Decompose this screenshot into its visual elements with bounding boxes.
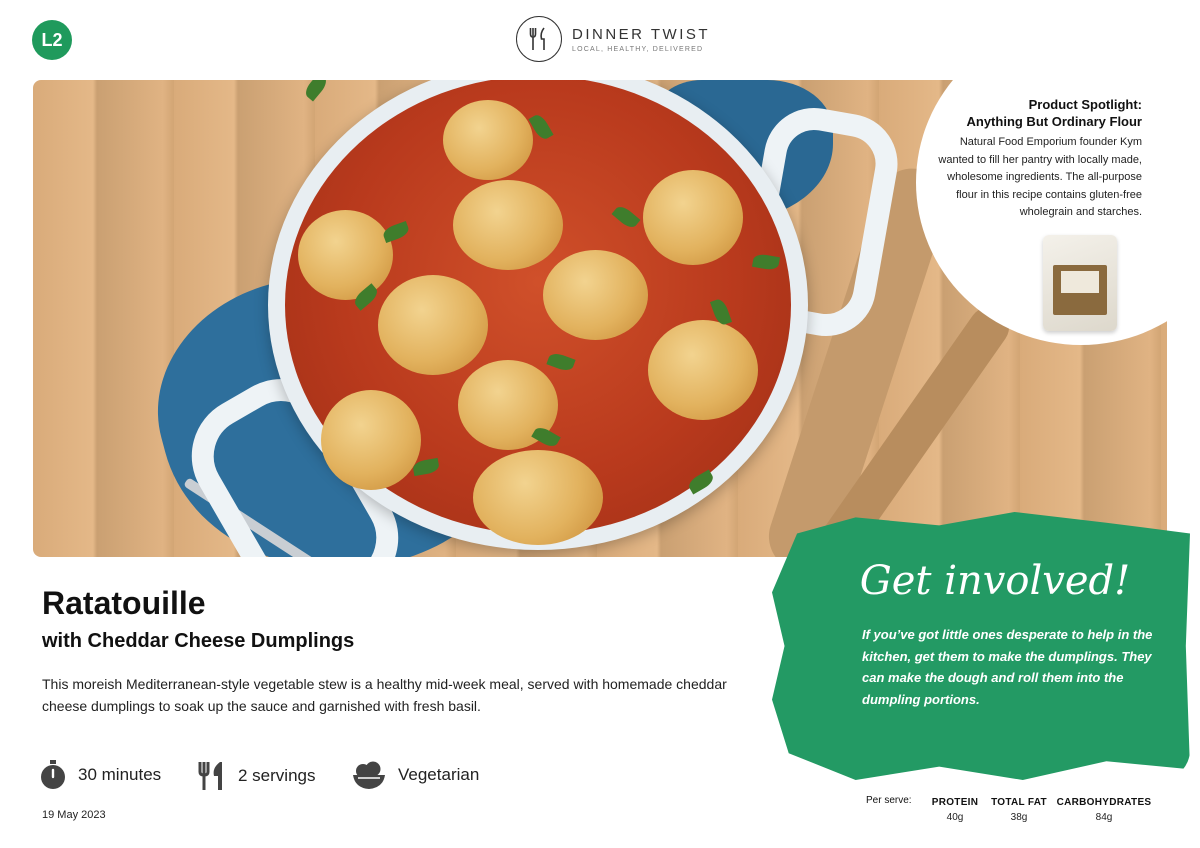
brand-name: DINNER TWIST <box>572 25 711 43</box>
nutrition-name: CARBOHYDRATES <box>1056 797 1152 808</box>
spotlight-title-line1: Product Spotlight: <box>1028 97 1142 112</box>
basil-leaf <box>302 80 329 101</box>
flour-pouch-image <box>1043 235 1117 331</box>
spotlight-title-line2: Anything But Ordinary Flour <box>966 114 1142 129</box>
recipe-description: This moreish Mediterranean-style vegetable stew is a healthy mid-week meal, served with homemade cheddar cheese dumplings to soak up the sauce and garnished with fresh basil. <box>42 676 727 714</box>
dumpling <box>473 450 603 545</box>
cook-time <box>40 760 161 790</box>
nutrition-value: 84g <box>1095 812 1113 823</box>
diet-text: Vegetarian <box>398 765 480 784</box>
level-badge: L2 <box>32 20 72 60</box>
brand-tagline: LOCAL, HEALTHY, DELIVERED <box>572 45 704 53</box>
fork-knife-logo-icon <box>516 16 562 62</box>
brand-logo[interactable] <box>516 16 710 62</box>
recipe-title: Ratatouille <box>42 585 206 621</box>
nutrition-name: PROTEIN <box>931 797 979 808</box>
nutrition-protein <box>926 795 984 825</box>
per-serve-label: Per serve: <box>866 795 912 806</box>
salad-bowl-icon <box>352 760 386 790</box>
dumpling <box>298 210 393 300</box>
nutrition-carbohydrates <box>1054 795 1154 825</box>
servings-text: 2 servings <box>238 766 316 785</box>
diet <box>352 760 479 790</box>
nutrition-name: TOTAL FAT <box>991 797 1047 808</box>
dumpling <box>321 390 421 490</box>
get-involved-title: Get involved! <box>859 558 1131 604</box>
servings <box>198 760 315 792</box>
cook-time-text: 30 minutes <box>78 765 162 784</box>
dumpling <box>443 100 533 180</box>
cutlery-icon <box>198 760 226 792</box>
recipe-subtitle: with Cheddar Cheese Dumplings <box>42 630 355 652</box>
nutrition-value: 38g <box>1010 812 1028 823</box>
recipe-date: 19 May 2023 <box>42 809 106 821</box>
get-involved-body: If you’ve got little ones desperate to help in the kitchen, get them to make the dumplings. They can make the dough and roll them into the dumpling portions. <box>862 627 1153 707</box>
dumpling <box>378 275 488 375</box>
dumpling <box>643 170 743 265</box>
dumpling <box>648 320 758 420</box>
spotlight-body: Natural Food Emporium founder Kym wanted to fill her pantry with locally made, wholesome ingredients. The all-purpose flour in this recipe contains gluten-free wholegrain and starches. <box>938 136 1142 218</box>
stopwatch-icon <box>40 760 66 790</box>
dumpling <box>453 180 563 270</box>
nutrition-fat <box>987 795 1051 825</box>
dumpling <box>543 250 648 340</box>
nutrition-value: 40g <box>946 812 964 823</box>
